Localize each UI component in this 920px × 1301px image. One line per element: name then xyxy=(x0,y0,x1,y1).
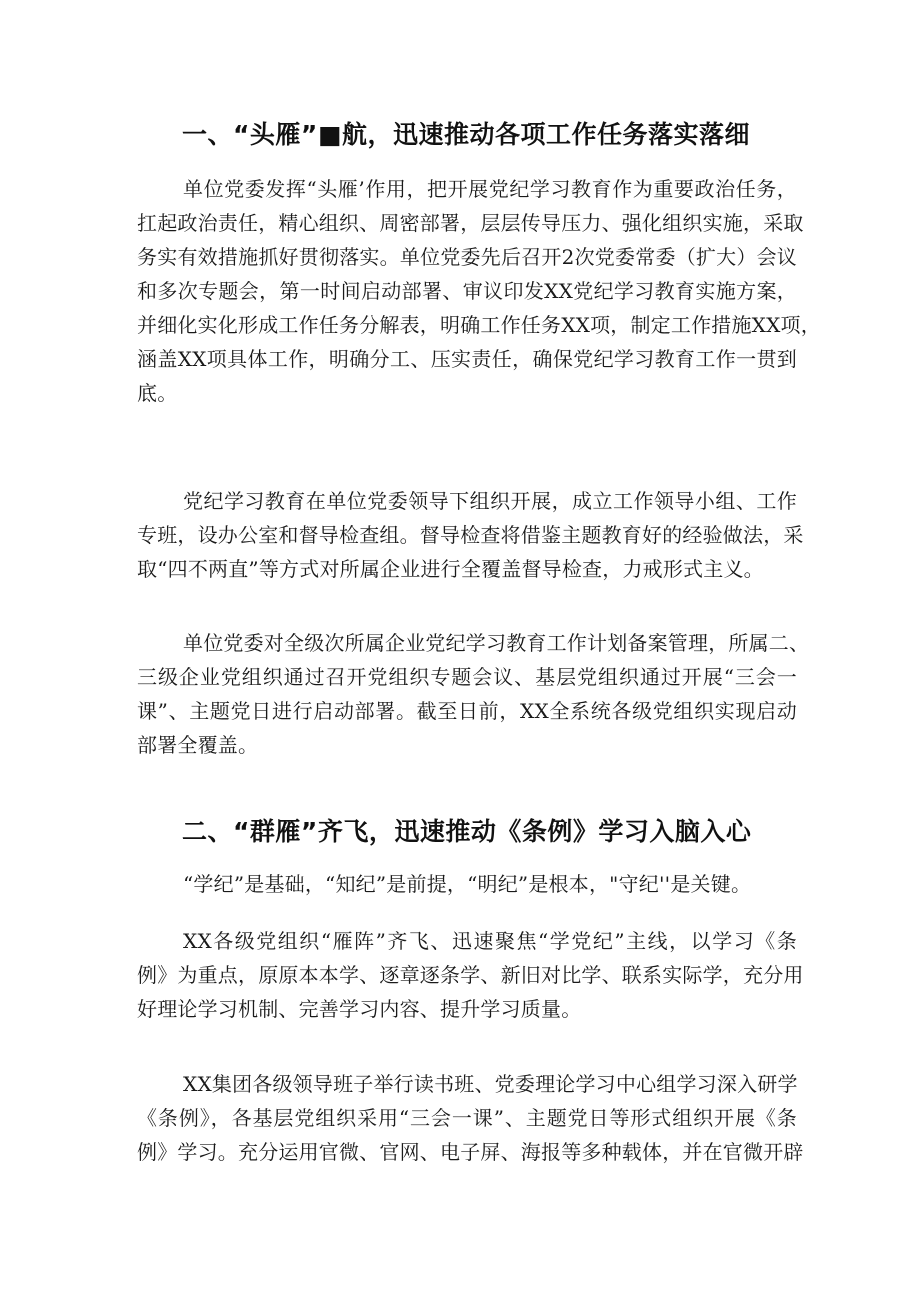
text-line: 部署全覆盖。 xyxy=(137,733,259,757)
text-line: 单位党委发挥“头雁’作用，把开展党纪学习教育作为重要政治任务， xyxy=(183,177,797,201)
text-line: XX各级党组织“雁阵”齐飞、迅速聚焦“学党纪”主线，以学习《条 xyxy=(183,929,797,953)
section-1-paragraph-3 xyxy=(137,626,810,762)
text-line: 务实有效措施抓好贯彻落实。单位党委先后召开2次党委常委（扩大）会议 xyxy=(137,245,797,269)
text-line: 和多次专题会，第一时间启动部署、审议印发XX党纪学习教育实施方案， xyxy=(137,279,797,303)
text-line: 专班，设办公室和督导检查组。督导检查将借鉴主题教育好的经验做法，采 xyxy=(137,523,804,547)
text-line: 扛起政治责任，精心组织、周密部署，层层传导压力、强化组织实施，采取 xyxy=(137,211,804,235)
text-line: 三级企业党组织通过召开党组织专题会议、基层党组织通过开展“三会一 xyxy=(137,665,797,689)
text-line: 党纪学习教育在单位党委领导下组织开展，成立工作领导小组、工作 xyxy=(183,489,797,513)
text-line: “学纪”是基础，“知纪”是前提，“明纪”是根本，"守纪''是关键。 xyxy=(183,872,752,896)
text-line: 例》为重点，原原本本学、逐章逐条学、新旧对比学、联系实际学，充分用 xyxy=(137,963,804,987)
text-line: 好理论学习机制、完善学习内容、提升学习质量。 xyxy=(137,997,582,1021)
text-line: 取“四不两直”等方式对所属企业进行全覆盖督导检查，力戒形式主义。 xyxy=(137,557,764,581)
text-line: 《条例》，各基层党组织采用“三会一课”、主题党日等形式组织开展《条 xyxy=(137,1106,797,1130)
section-1-heading: 一、“头雁”■航，迅速推动各项工作任务落实落细 xyxy=(182,120,750,149)
text-line: 例》学习。充分运用官微、官网、电子屏、海报等多种载体，并在官微开辟 xyxy=(137,1140,804,1164)
section-2-paragraph-2 xyxy=(137,924,804,1026)
text-line: XX集团各级领导班子举行读书班、党委理论学习中心组学习深入研学 xyxy=(183,1072,798,1096)
text-line: 课”、主题党日进行启动部署。截至日前，XX全系统各级党组织实现启动 xyxy=(137,699,797,723)
section-2-paragraph-3 xyxy=(137,1067,804,1169)
section-2-heading: 二、“群雁”齐飞，迅速推动《条例》学习入脑入心 xyxy=(182,817,752,846)
text-line: 底。 xyxy=(137,381,178,405)
section-1-paragraph-1 xyxy=(137,172,821,410)
section-1-paragraph-2 xyxy=(137,484,804,586)
text-line: 并细化实化形成工作任务分解表，明确工作任务XX项，制定工作措施XX项， xyxy=(137,313,821,337)
text-line: 单位党委对全级次所属企业党纪学习教育工作计划备案管理，所属二、 xyxy=(183,631,810,655)
section-2-paragraph-1 xyxy=(137,867,797,901)
text-line: 涵盖XX项具体工作，明确分工、压实责任，确保党纪学习教育工作一贯到 xyxy=(137,347,797,371)
